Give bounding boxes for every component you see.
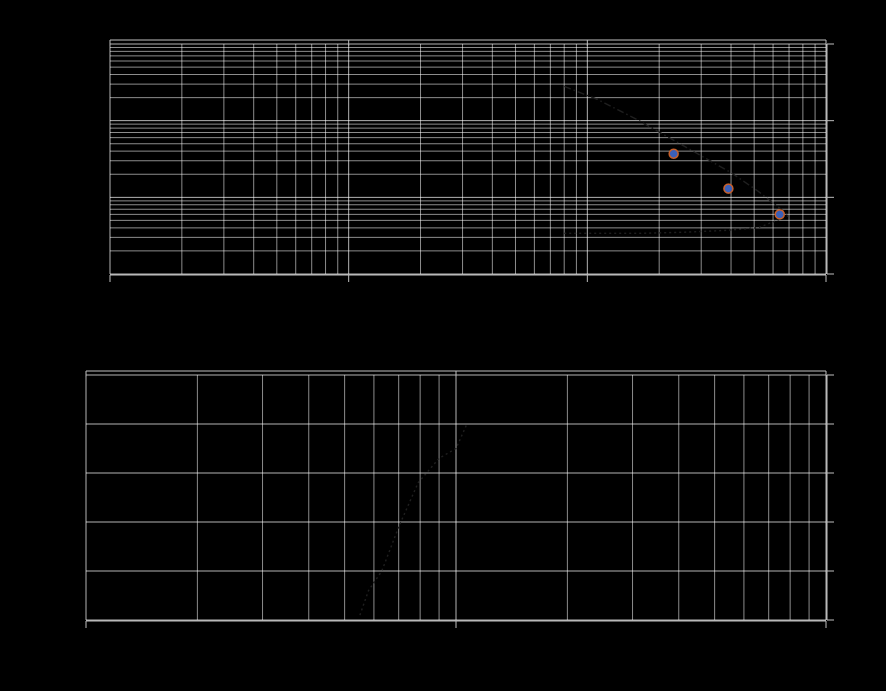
bottom-chart-panel: [86, 371, 834, 628]
top-chart-panel: [110, 40, 834, 282]
data-point-marker: [724, 184, 733, 193]
data-point-marker: [669, 149, 678, 158]
data-point-marker: [775, 210, 784, 219]
series-line: [360, 424, 467, 615]
series-line: [564, 216, 789, 234]
